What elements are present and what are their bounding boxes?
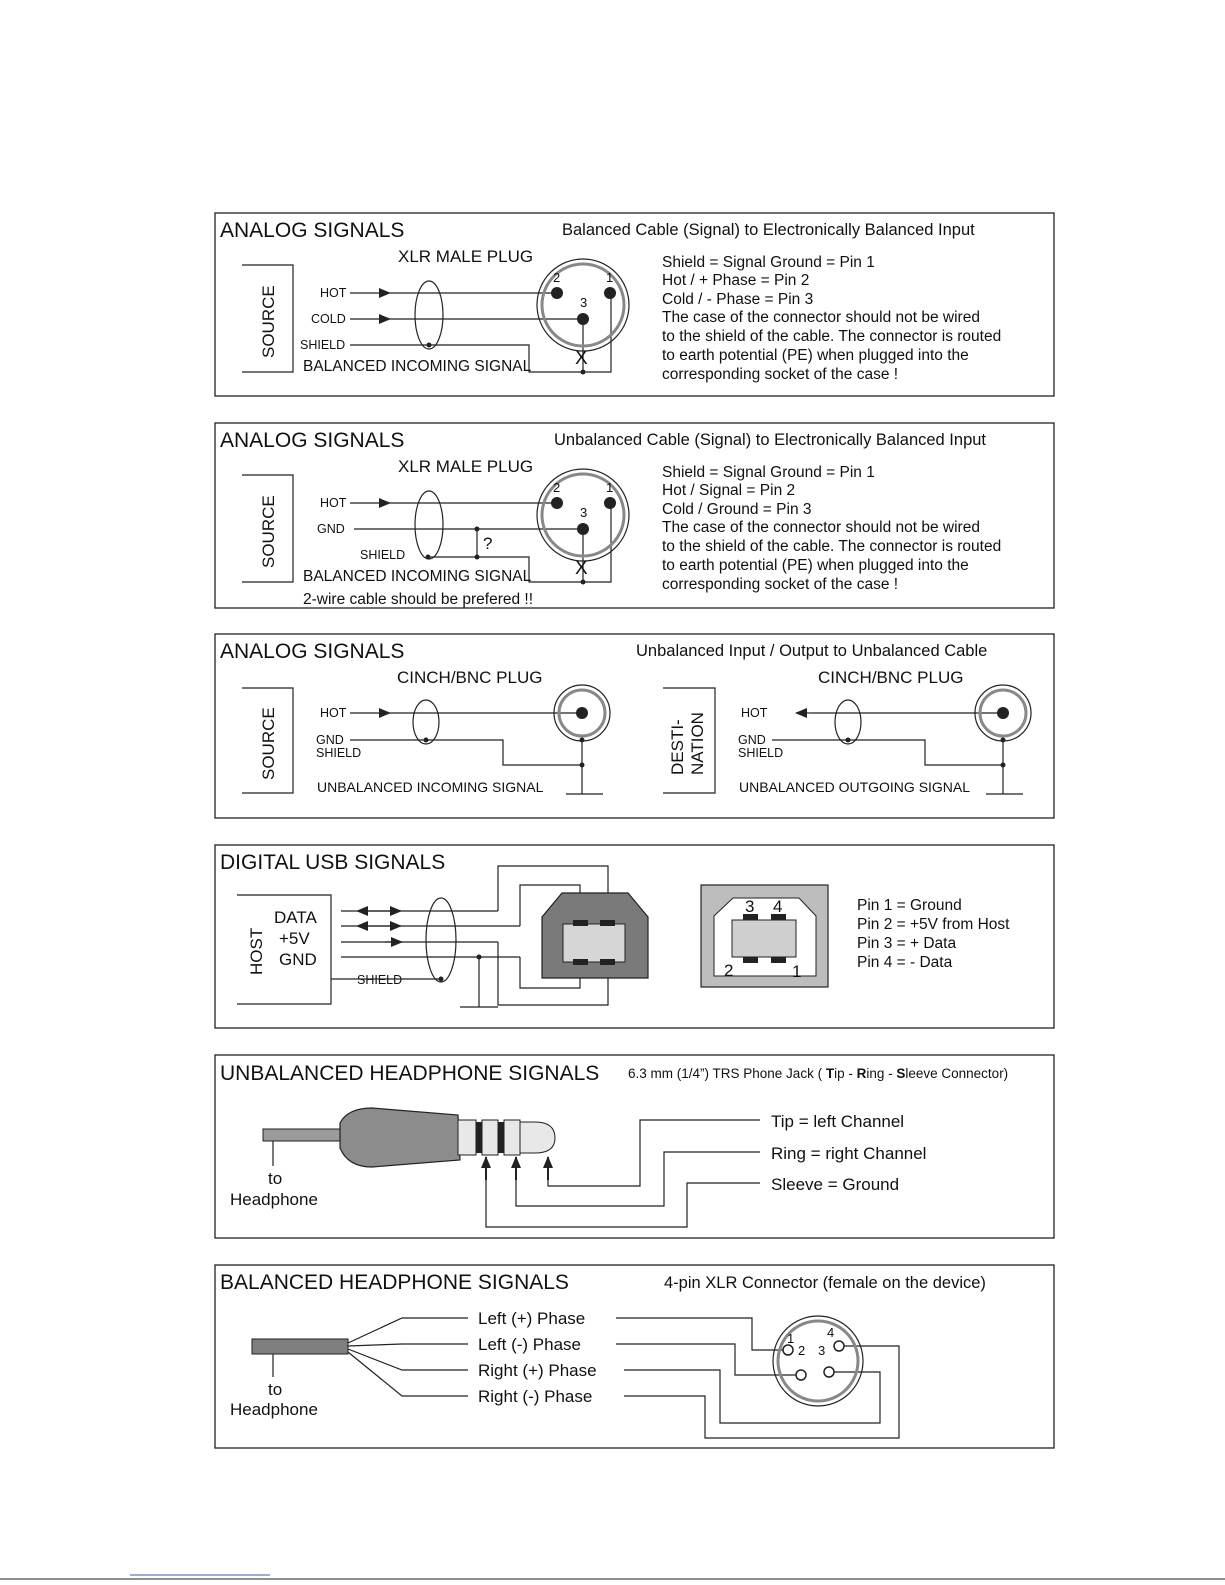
pin-1-label: 1 — [787, 1331, 795, 1346]
line-label: Right (-) Phase — [478, 1387, 593, 1406]
xlr-pin-2 — [551, 497, 563, 509]
pin-3-label: 3 — [818, 1343, 826, 1358]
xlr-pin-2 — [551, 287, 563, 299]
line-label: Left (-) Phase — [478, 1335, 581, 1354]
shield-node — [846, 738, 851, 743]
panel-subtitle: Unbalanced Cable (Signal) to Electronically Balanced Input — [554, 431, 987, 449]
headphone-label: Headphone — [230, 1400, 318, 1419]
plug-sleeve — [458, 1120, 476, 1155]
plug-label: XLR MALE PLUG — [398, 247, 534, 266]
line-label: Left (+) Phase — [478, 1309, 586, 1328]
shield-label: SHIELD — [360, 548, 406, 562]
xlr4-pin-1 — [783, 1345, 793, 1355]
socket-pin-2: 2 — [724, 961, 734, 980]
socket-pin-4: 4 — [773, 897, 783, 916]
plug-ring — [482, 1120, 498, 1155]
destination-label-1: DESTI- — [668, 719, 687, 775]
note-line: corresponding socket of the case ! — [662, 576, 899, 593]
panel-title: BALANCED HEADPHONE SIGNALS — [220, 1271, 569, 1294]
usb-socket-contact — [771, 957, 786, 963]
usb-contact — [573, 959, 588, 965]
headphone-label: Headphone — [230, 1190, 318, 1209]
plug-insulator — [476, 1122, 482, 1153]
no-connection-mark: X — [575, 558, 588, 579]
panel-subtitle: Unbalanced Input / Output to Unbalanced Cable — [636, 642, 988, 660]
hot-label: HOT — [320, 706, 347, 720]
headphone-cable — [263, 1129, 343, 1141]
note-line: to the shield of the cable. The connector is routed — [662, 328, 1002, 345]
usb-socket-tongue — [732, 920, 796, 957]
pin-2-label: 2 — [798, 1343, 806, 1358]
bottom-label: BALANCED INCOMING SIGNAL — [303, 358, 532, 375]
sleeve-label: Sleeve = Ground — [771, 1175, 900, 1194]
ring-label: Ring = right Channel — [771, 1144, 927, 1163]
socket-pin-3: 3 — [745, 897, 755, 916]
plug-tip — [520, 1122, 555, 1153]
gnd-label: GND — [279, 950, 317, 969]
bridge-node — [475, 555, 480, 560]
gnd-label: GND — [738, 733, 766, 747]
source-label: SOURCE — [259, 495, 278, 568]
ground-node — [580, 738, 585, 743]
source-label: SOURCE — [259, 707, 278, 780]
pin-1-label: 1 — [606, 270, 614, 285]
destination-label-2: NATION — [688, 712, 707, 775]
note-line: Shield = Signal Ground = Pin 1 — [662, 254, 875, 271]
pinout-line: Pin 3 = + Data — [857, 935, 957, 952]
usb-contact — [600, 959, 615, 965]
note-line: Hot / Signal = Pin 2 — [662, 482, 796, 499]
xlr4-pin-4 — [834, 1341, 844, 1351]
bottom-label: BALANCED INCOMING SIGNAL — [303, 568, 532, 585]
xlr4-pin-3 — [824, 1367, 834, 1377]
gnd-label: GND — [316, 733, 344, 747]
panel-unbalanced-cinch — [215, 634, 1054, 818]
socket-pin-1: 1 — [792, 962, 802, 981]
xlr-pin-1 — [604, 287, 616, 299]
source-label: SOURCE — [259, 285, 278, 358]
note-line: to the shield of the cable. The connector is routed — [662, 538, 1002, 555]
panel-title: ANALOG SIGNALS — [220, 640, 405, 663]
case-node — [581, 580, 586, 585]
note-line: Cold / - Phase = Pin 3 — [662, 291, 814, 308]
plug-label: CINCH/BNC PLUG — [818, 668, 964, 687]
note-line: to earth potential (PE) when plugged into the — [662, 557, 969, 574]
note-line: corresponding socket of the case ! — [662, 366, 899, 383]
pin-2-label: 2 — [553, 270, 561, 285]
panel-balanced-headphone — [215, 1265, 1054, 1448]
panel-unbalanced-headphone — [215, 1055, 1054, 1238]
pin-2-label: 2 — [553, 480, 561, 495]
shield-label: SHIELD — [357, 973, 403, 987]
panel-subtitle: Balanced Cable (Signal) to Electronically Balanced Input — [562, 221, 975, 239]
question-mark: ? — [483, 534, 493, 553]
pinout-line: Pin 4 = - Data — [857, 954, 953, 971]
pinout-line: Pin 1 = Ground — [857, 897, 962, 914]
shield-node — [424, 738, 429, 743]
pin-1-label: 1 — [606, 480, 614, 495]
panel-subtitle: 4-pin XLR Connector (female on the device) — [664, 1274, 986, 1292]
note-line: Cold / Ground = Pin 3 — [662, 501, 812, 518]
note-line: The case of the connector should not be wired — [662, 519, 980, 536]
pin-4-label: 4 — [827, 1325, 835, 1340]
xlr-pin-3 — [577, 523, 589, 535]
hot-label: HOT — [320, 496, 347, 510]
tip-label: Tip = left Channel — [771, 1112, 905, 1131]
host-label: HOST — [247, 927, 266, 975]
v5-label: +5V — [279, 929, 310, 948]
panel-subtitle: 6.3 mm (1/4”) TRS Phone Jack ( Tip - Ring - Sleeve Connector) — [628, 1066, 1009, 1081]
bottom-label: UNBALANCED INCOMING SIGNAL — [317, 779, 544, 795]
shield-node — [439, 977, 444, 982]
panel-title: ANALOG SIGNALS — [220, 429, 405, 452]
panel-unbalanced-to-xlr — [215, 423, 1054, 608]
shield-label: SHIELD — [316, 746, 362, 760]
panel-usb — [215, 845, 1054, 1028]
panel-title: DIGITAL USB SIGNALS — [220, 851, 446, 874]
xlr-pin-1 — [604, 497, 616, 509]
plug-label: XLR MALE PLUG — [398, 457, 534, 476]
headphone-cable — [252, 1339, 348, 1354]
case-node — [581, 370, 586, 375]
gnd-label: GND — [317, 522, 345, 536]
pin-3-label: 3 — [580, 295, 588, 310]
plug-handle — [340, 1108, 460, 1167]
ground-node — [580, 763, 585, 768]
note-line: Shield = Signal Ground = Pin 1 — [662, 464, 875, 481]
note-line: to earth potential (PE) when plugged into the — [662, 347, 969, 364]
shield-label: SHIELD — [300, 338, 346, 352]
usb-contact — [573, 920, 588, 926]
shield-label: SHIELD — [738, 746, 784, 760]
panel-title: UNBALANCED HEADPHONE SIGNALS — [220, 1062, 600, 1085]
usb-socket-contact — [743, 957, 758, 963]
bottom-note: 2-wire cable should be prefered !! — [303, 591, 534, 608]
xlr-pin-3 — [577, 313, 589, 325]
bottom-label: UNBALANCED OUTGOING SIGNAL — [739, 779, 971, 795]
note-line: Hot / + Phase = Pin 2 — [662, 272, 810, 289]
hot-label: HOT — [320, 286, 347, 300]
to-label: to — [268, 1380, 283, 1399]
pinout-line: Pin 2 = +5V from Host — [857, 916, 1010, 933]
no-connection-mark: X — [575, 348, 588, 369]
ground-node — [1001, 763, 1006, 768]
line-label: Right (+) Phase — [478, 1361, 597, 1380]
plug-tip-shaft — [504, 1120, 520, 1155]
note-line: The case of the connector should not be wired — [662, 309, 980, 326]
cold-label: COLD — [311, 312, 346, 326]
ground-node — [1001, 738, 1006, 743]
usb-b-plug-tongue — [563, 924, 625, 962]
usb-contact — [600, 920, 615, 926]
plug-insulator — [498, 1122, 504, 1153]
data-label: DATA — [274, 908, 317, 927]
pin-3-label: 3 — [580, 505, 588, 520]
cinch-center-pin — [997, 707, 1009, 719]
panel-title: ANALOG SIGNALS — [220, 219, 405, 242]
panel-balanced-xlr — [215, 213, 1054, 396]
plug-label: CINCH/BNC PLUG — [397, 668, 543, 687]
to-label: to — [268, 1169, 283, 1188]
hot-label: HOT — [741, 706, 768, 720]
cinch-center-pin — [576, 707, 588, 719]
xlr4-pin-2 — [796, 1370, 806, 1380]
